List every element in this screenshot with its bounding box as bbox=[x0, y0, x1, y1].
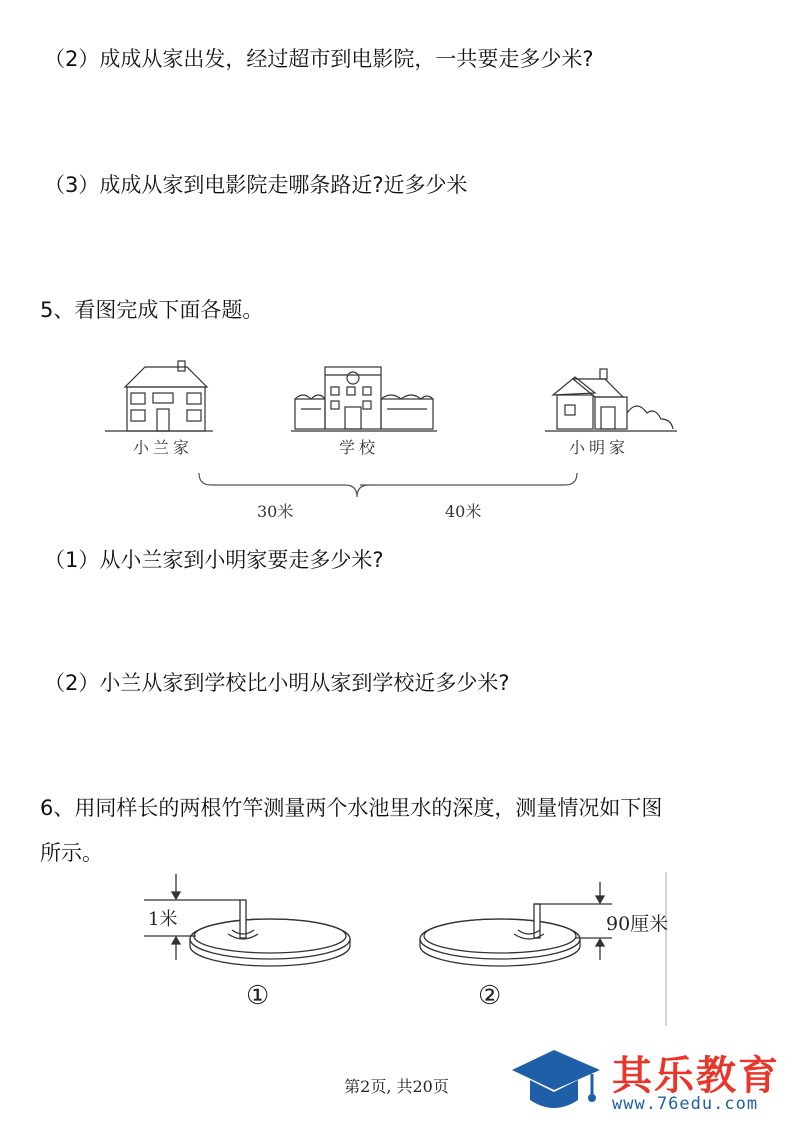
label-xiaolan-home: 小兰家 bbox=[133, 438, 194, 457]
school-icon bbox=[291, 367, 437, 431]
measure-arrows-2 bbox=[534, 882, 612, 960]
distance-brace bbox=[199, 473, 577, 497]
graduation-cap-icon bbox=[508, 1040, 608, 1120]
q5-figure bbox=[95, 355, 695, 535]
q4-sub2: （2）成成从家出发，经过超市到电影院，一共要走多少米? bbox=[44, 47, 594, 71]
q4-sub3: （3）成成从家到电影院走哪条路近?近多少米 bbox=[44, 173, 468, 197]
label-1-meter: 1米 bbox=[148, 909, 178, 930]
label-xiaoming-home: 小明家 bbox=[569, 438, 630, 457]
q6-title-line1: 6、用同样长的两根竹竿测量两个水池里水的深度，测量情况如下图 bbox=[40, 796, 663, 820]
pool-number-2: ② bbox=[478, 981, 502, 1011]
pool-icon-2 bbox=[420, 904, 580, 966]
house-icon-left bbox=[105, 361, 213, 431]
label-90-cm: 90厘米 bbox=[606, 913, 669, 935]
house-icon-right bbox=[545, 369, 677, 431]
pool-number-1: ① bbox=[246, 981, 270, 1011]
q6-title-line2: 所示。 bbox=[40, 841, 103, 865]
pool-icon-1 bbox=[190, 900, 350, 966]
watermark-logo bbox=[508, 1036, 793, 1122]
distance-left: 30米 bbox=[257, 502, 294, 521]
watermark-name: 其乐教育 bbox=[612, 1053, 780, 1099]
label-school: 学校 bbox=[339, 438, 380, 457]
distance-right: 40米 bbox=[445, 502, 482, 521]
q6-figure bbox=[130, 868, 670, 1028]
watermark-url: www.76edu.com bbox=[612, 1094, 759, 1114]
page-number: 第2页, 共20页 bbox=[344, 1077, 449, 1096]
q5-title: 5、看图完成下面各题。 bbox=[40, 298, 264, 322]
q5-sub1: （1）从小兰家到小明家要走多少米? bbox=[44, 548, 384, 572]
q5-sub2: （2）小兰从家到学校比小明从家到学校近多少米? bbox=[44, 671, 510, 695]
